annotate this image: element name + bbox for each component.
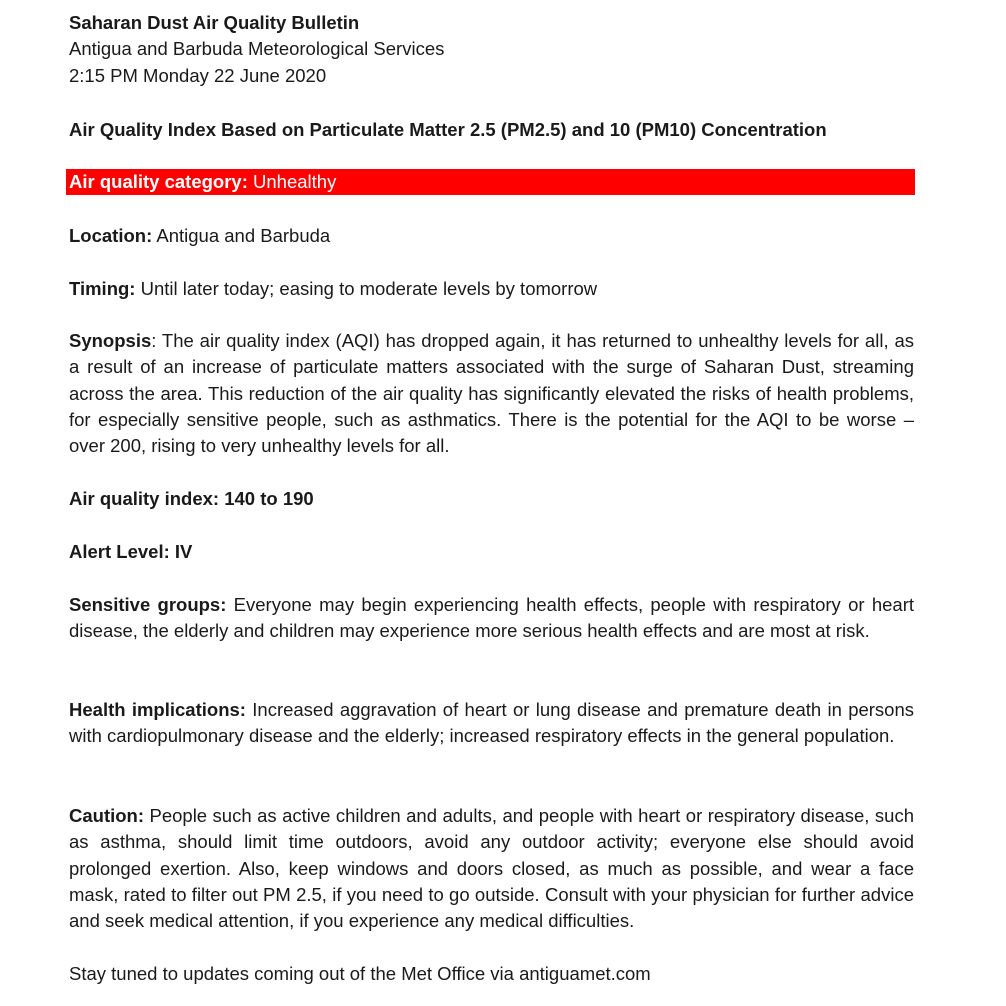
location-label: Location: bbox=[69, 225, 153, 246]
footer-note: Stay tuned to updates coming out of the Met Office via antiguamet.com bbox=[69, 963, 651, 984]
category-label: Air quality category: bbox=[69, 171, 248, 192]
caution-paragraph bbox=[69, 803, 914, 934]
location-value: Antigua and Barbuda bbox=[156, 225, 331, 246]
bulletin-subtitle: Air Quality Index Based on Particulate Matter 2.5 (PM2.5) and 10 (PM10) Concentration bbox=[69, 119, 827, 140]
caution-text: People such as active children and adults, and people with heart or respiratory disease, such as asthma, should limit time outdoors, avoid any outdoor activity; everyone else should avoid prolonged exertion. Also, keep windows and doors closed, as much as possible, and wear a face mask, rated to filter out PM 2.5, if you need to go outside. Consult with your physician for further advice and seek medical attention, if you experience any medical difficulties. bbox=[69, 805, 914, 932]
synopsis-paragraph bbox=[69, 328, 914, 459]
health-implications-paragraph bbox=[69, 697, 914, 750]
sensitive-groups-label: Sensitive groups: bbox=[69, 594, 227, 615]
agency-name: Antigua and Barbuda Meteorological Services bbox=[69, 38, 445, 60]
bulletin-header bbox=[69, 10, 914, 89]
sensitive-groups-text: Everyone may begin experiencing health effects, people with respiratory or heart disease, the elderly and children may experience more serious health effects and are most at risk. bbox=[69, 594, 914, 642]
health-implications-label: Health implications: bbox=[69, 699, 246, 720]
alert-level: Alert Level: IV bbox=[69, 541, 193, 562]
synopsis-text: : The air quality index (AQI) has dropped again, it has returned to unhealthy levels for all, as a result of an increase of particulate matters associated with the surge of Saharan Dust, streaming across the area. This reduction of the air quality has significantly elevated the risks of health problems, for especially sensitive people, such as asthmatics. There is the potential for the AQI to be worse – over 200, rising to very unhealthy levels for all. bbox=[69, 330, 914, 457]
synopsis-label: Synopsis bbox=[69, 330, 152, 351]
sensitive-groups-paragraph bbox=[69, 592, 914, 645]
timing-value: Until later today; easing to moderate levels by tomorrow bbox=[140, 278, 598, 299]
bulletin-title: Saharan Dust Air Quality Bulletin bbox=[69, 12, 360, 33]
bulletin-datetime: 2:15 PM Monday 22 June 2020 bbox=[69, 64, 327, 86]
timing-line bbox=[69, 276, 914, 302]
timing-label: Timing: bbox=[69, 278, 136, 299]
caution-label: Caution: bbox=[69, 805, 145, 826]
location-line bbox=[69, 223, 914, 249]
air-quality-index: Air quality index: 140 to 190 bbox=[69, 488, 314, 509]
air-quality-category-bar bbox=[66, 169, 915, 195]
health-implications-text: Increased aggravation of heart or lung disease and premature death in persons with cardiopulmonary disease and the elderly; increased respiratory effects in the general population. bbox=[69, 699, 915, 747]
category-value: Unhealthy bbox=[253, 171, 337, 192]
